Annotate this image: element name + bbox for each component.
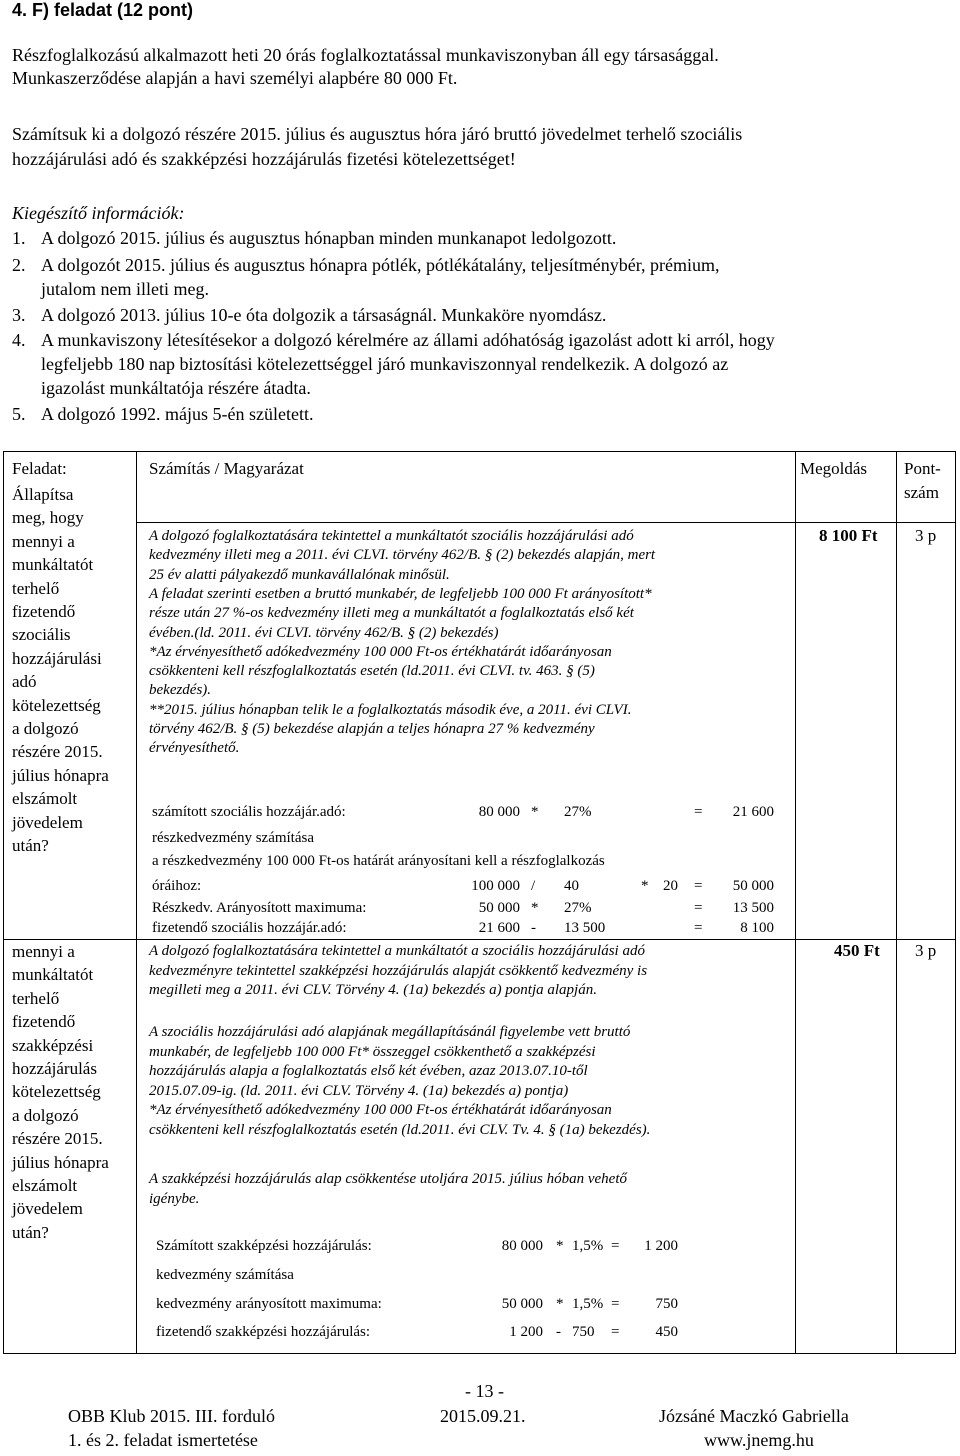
calc-operator: - bbox=[556, 1324, 561, 1340]
calc-value: 1 200 bbox=[509, 1324, 543, 1340]
task-line: mennyi a bbox=[12, 531, 75, 551]
column-divider bbox=[136, 452, 137, 1353]
list-number: 5. bbox=[12, 404, 26, 424]
task-line: kötelezettség bbox=[12, 695, 101, 715]
calc-equals: = bbox=[611, 1296, 620, 1312]
calc-result: 1 200 bbox=[644, 1238, 678, 1254]
task-line: jövedelem bbox=[12, 1199, 83, 1219]
explanation-line: *Az érvényesíthető adókedvezmény 100 000 Ft-os értékhatárát időarányosan bbox=[149, 643, 612, 660]
task-line: részére 2015. bbox=[12, 1129, 103, 1149]
calc-operator: * bbox=[531, 804, 539, 820]
calc-equals: = bbox=[694, 920, 703, 936]
task-line: hozzájárulási bbox=[12, 648, 102, 668]
footer-club: OBB Klub 2015. III. forduló bbox=[68, 1406, 275, 1426]
list-item: legfeljebb 180 nap biztosítási kötelezettséggel járó munkaviszonnyal rendelkezik. A dolgozó az bbox=[41, 354, 729, 374]
calc-label: óráihoz: bbox=[152, 878, 202, 894]
explanation-line: hozzájárulás alapja a foglalkoztatás első két évében, azaz 2013.07.10-től bbox=[149, 1063, 588, 1079]
calc-equals: = bbox=[694, 804, 703, 820]
task-line: Állapítsa bbox=[12, 485, 74, 504]
explanation-line: megilleti meg a 2011. évi CLV. Törvény 4. (1a) bekezdés a) pontja alapján. bbox=[149, 982, 597, 998]
header-pont: szám bbox=[904, 483, 939, 502]
list-item: A dolgozó 1992. május 5-én született. bbox=[41, 404, 314, 424]
explanation-line: bekezdés). bbox=[149, 682, 212, 699]
list-item: igazolást munkáltatója részére átadta. bbox=[41, 378, 311, 398]
column-divider bbox=[896, 452, 897, 1353]
task-line: után? bbox=[12, 1222, 49, 1242]
calc-operator: - bbox=[531, 920, 536, 936]
explanation-line: A szakképzési hozzájárulás alap csökkentése utoljára 2015. július hóban vehető bbox=[149, 1171, 628, 1187]
task-line: július hónapra bbox=[12, 765, 109, 785]
header-megoldas: Megoldás bbox=[800, 459, 868, 478]
row1-points: 3 p bbox=[915, 526, 937, 545]
calc-value: 40 bbox=[564, 878, 579, 894]
calc-label: részkedvezmény számítása bbox=[152, 830, 315, 846]
task-line: terhelő bbox=[12, 578, 60, 598]
task-line: a dolgozó bbox=[12, 1105, 79, 1125]
explanation-line: A szociális hozzájárulási adó alapjának megállapításánál figyelembe vett bruttó bbox=[149, 1024, 631, 1040]
list-item: A dolgozó 2013. július 10-e óta dolgozik a társaságnál. Munkaköre nyomdász. bbox=[41, 305, 607, 325]
header-pont: Pont- bbox=[904, 459, 941, 478]
footer-website: www.jnemg.hu bbox=[704, 1430, 814, 1450]
calc-label: fizetendő szociális hozzájár.adó: bbox=[152, 920, 347, 936]
calc-value: 50 000 bbox=[478, 900, 520, 916]
row-divider bbox=[4, 939, 955, 940]
page-number: - 13 - bbox=[465, 1381, 504, 1401]
calc-result: 50 000 bbox=[732, 878, 774, 894]
task-line: elszámolt bbox=[12, 789, 78, 809]
explanation-line: évében.(ld. 2011. évi CLVI. törvény 462/B. § (2) bekezdés) bbox=[149, 624, 499, 641]
explanation-line: kedvezmény illeti meg a 2011. évi CLVI. törvény 462/B. § (2) bekezdés alapján, mert bbox=[149, 547, 656, 564]
task-line: munkáltatót bbox=[12, 555, 94, 575]
list-item: A dolgozó 2015. július és augusztus hónapban minden munkanapot ledolgozott. bbox=[41, 228, 617, 248]
task-line: hozzájárulási adó és szakképzési hozzájárulás fizetési kötelezettséget! bbox=[12, 149, 516, 169]
calc-operator: * bbox=[556, 1296, 564, 1312]
explanation-line: törvény 462/B. § (5) bekezdése alapján a teljes hónapra 27 % kedvezmény bbox=[149, 721, 595, 737]
list-number: 3. bbox=[12, 305, 26, 325]
calc-value: 50 000 bbox=[501, 1296, 543, 1312]
explanation-line: igénybe. bbox=[149, 1190, 200, 1207]
calc-label: kedvezmény arányosított maximuma: bbox=[156, 1296, 382, 1312]
task-line: a dolgozó bbox=[12, 719, 79, 738]
task-line: szociális bbox=[12, 625, 71, 645]
task-line: jövedelem bbox=[12, 812, 83, 832]
calc-value: 100 000 bbox=[471, 878, 520, 894]
explanation-line: munkabér, de legfeljebb 100 000 Ft* összeggel csökkenthető a szakképzési bbox=[149, 1043, 596, 1060]
explanation-line: csökkenteni kell részfoglalkoztatás esetén (ld.2011. évi CLVI. tv. 463. § (5) bbox=[149, 663, 595, 680]
list-number: 4. bbox=[12, 330, 26, 350]
explanation-line: kedvezményre tekintettel szakképzési hozzájárulás alapját csökkentő kedvezmény is bbox=[149, 962, 648, 979]
task-line: munkáltatót bbox=[12, 965, 94, 985]
task-line: terhelő bbox=[12, 988, 60, 1008]
task-line: után? bbox=[12, 836, 49, 855]
calc-label: a részkedvezmény 100 000 Ft-os határát arányosítani kell a részfoglalkozás bbox=[152, 853, 605, 869]
explanation-line: 2015.07.09-ig. (ld. 2011. évi CLV. Törvény 4. (1a) bekezdés a) pontja) bbox=[149, 1082, 569, 1099]
calc-value: 1,5% bbox=[572, 1296, 604, 1312]
calc-equals: = bbox=[694, 900, 703, 916]
explanation-line: A feladat szerinti esetben a bruttó munkabér, de legfeljebb 100 000 Ft arányosított* bbox=[149, 585, 652, 602]
calc-result: 21 600 bbox=[732, 804, 774, 820]
intro-line: Munkaszerződése alapján a havi személyi alapbére 80 000 Ft. bbox=[12, 68, 458, 88]
header-divider bbox=[136, 522, 955, 523]
calc-value: 20 bbox=[663, 878, 678, 894]
solution-table bbox=[3, 451, 956, 1354]
list-item: A dolgozót 2015. július és augusztus hónapra pótlék, pótlékátalány, teljesítménybér, prémium, bbox=[41, 255, 720, 275]
calc-label: kedvezmény számítása bbox=[156, 1267, 294, 1283]
explanation-line: A dolgozó foglalkoztatására tekintettel a munkáltatót a szociális hozzájárulási adó bbox=[149, 943, 645, 959]
list-item: jutalom nem illeti meg. bbox=[41, 279, 209, 299]
task-line: kötelezettség bbox=[12, 1082, 101, 1102]
list-item: A munkaviszony létesítésekor a dolgozó kérelmére az állami adóhatóság igazolást adott ki arról, hogy bbox=[41, 330, 775, 350]
calc-value: 27% bbox=[564, 900, 592, 916]
calc-value: 27% bbox=[564, 804, 592, 820]
calc-result: 450 bbox=[655, 1324, 678, 1340]
explanation-line: *Az érvényesíthető adókedvezmény 100 000 Ft-os értékhatárát időarányosan bbox=[149, 1102, 612, 1118]
calc-label: Számított szakképzési hozzájárulás: bbox=[156, 1238, 372, 1254]
calc-operator: * bbox=[641, 878, 649, 894]
task-line: július hónapra bbox=[12, 1152, 109, 1172]
intro-line: Részfoglalkozású alkalmazott heti 20 órás foglalkoztatással munkaviszonyban áll egy társasággal. bbox=[12, 45, 719, 65]
calc-value: 1,5% bbox=[572, 1238, 604, 1254]
section-heading: 4. F) feladat (12 pont) bbox=[12, 0, 194, 20]
task-line: meg, hogy bbox=[12, 508, 84, 528]
task-line: fizetendő bbox=[12, 1012, 76, 1032]
calc-equals: = bbox=[611, 1238, 620, 1254]
calc-equals: = bbox=[611, 1324, 620, 1340]
calc-label: számított szociális hozzájár.adó: bbox=[152, 804, 346, 820]
calc-value: 80 000 bbox=[501, 1238, 543, 1254]
calc-operator: / bbox=[531, 878, 536, 894]
explanation-line: **2015. július hónapban telik le a foglalkoztatás második éve, a 2011. évi CLVI. bbox=[149, 701, 632, 718]
list-number: 1. bbox=[12, 228, 26, 248]
task-line: részére 2015. bbox=[12, 742, 103, 762]
row1-solution: 8 100 Ft bbox=[819, 526, 878, 545]
calc-value: 21 600 bbox=[478, 920, 520, 936]
explanation-line: A dolgozó foglalkoztatására tekintettel a munkáltatót szociális hozzájárulási adó bbox=[149, 528, 634, 544]
row2-solution: 450 Ft bbox=[834, 941, 880, 960]
header-szamitas: Számítás / Magyarázat bbox=[149, 459, 304, 478]
explanation-line: 25 év alatti pályakezdő munkavállalónak minősül. bbox=[149, 566, 450, 583]
calc-label: fizetendő szakképzési hozzájárulás: bbox=[156, 1324, 371, 1340]
footer-date: 2015.09.21. bbox=[440, 1406, 526, 1426]
task-line: fizetendő bbox=[12, 602, 76, 621]
calc-equals: = bbox=[694, 878, 703, 894]
calc-operator: * bbox=[556, 1238, 564, 1254]
calc-result: 8 100 bbox=[740, 920, 774, 936]
row2-points: 3 p bbox=[915, 941, 937, 960]
task-line: elszámolt bbox=[12, 1176, 78, 1195]
supp-title: Kiegészítő információk: bbox=[12, 203, 185, 223]
task-line: Számítsuk ki a dolgozó részére 2015. július és augusztus hóra járó bruttó jövedelmet terhelő szociális bbox=[12, 124, 743, 144]
calc-value: 80 000 bbox=[478, 804, 520, 820]
column-divider bbox=[795, 452, 796, 1353]
header-feladat: Feladat: bbox=[12, 459, 67, 478]
calc-operator: * bbox=[531, 900, 539, 916]
calc-label: Részkedv. Arányosított maximuma: bbox=[152, 900, 367, 916]
footer-subtitle: 1. és 2. feladat ismertetése bbox=[68, 1430, 258, 1450]
calc-result: 750 bbox=[655, 1296, 678, 1312]
task-line: szakképzési bbox=[12, 1035, 94, 1055]
calc-value: 13 500 bbox=[564, 920, 606, 936]
explanation-line: része után 27 %-os kedvezmény illeti meg a munkáltatót a foglalkoztatás első két bbox=[149, 605, 634, 622]
calc-result: 13 500 bbox=[732, 900, 774, 916]
task-line: adó bbox=[12, 672, 37, 692]
explanation-line: érvényesíthető. bbox=[149, 740, 240, 757]
calc-value: 750 bbox=[572, 1324, 595, 1340]
footer-author: Józsáné Maczkó Gabriella bbox=[659, 1406, 849, 1426]
explanation-line: csökkenteni kell részfoglalkoztatás esetén (ld.2011. évi CLV. Tv. 4. § (1a) bekezdés). bbox=[149, 1121, 651, 1138]
task-line: mennyi a bbox=[12, 942, 75, 961]
list-number: 2. bbox=[12, 255, 26, 275]
task-line: hozzájárulás bbox=[12, 1059, 97, 1078]
